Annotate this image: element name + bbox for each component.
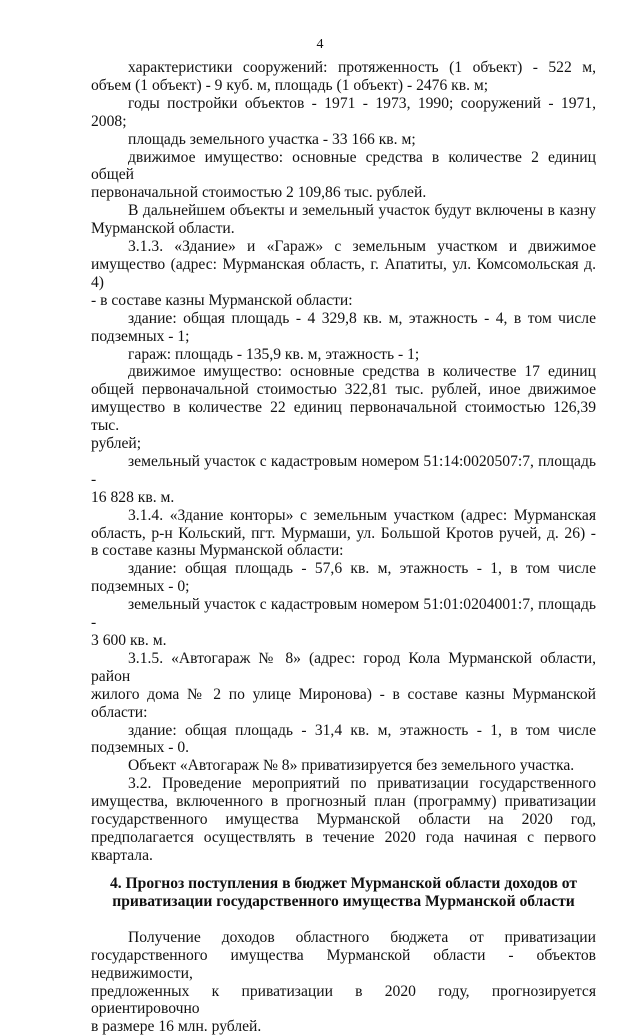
text-line: земельный участок с кадастровым номером 51:01:0204001:7, площадь -	[91, 596, 596, 632]
text-line: Объект «Автогараж № 8» приватизируется без земельного участка.	[128, 757, 575, 775]
text-line: область, р-н Кольский, пгт. Мурмаши, ул. Большой Кротов ручей, д. 26) -	[91, 524, 596, 542]
paragraph	[91, 596, 596, 650]
paragraph	[91, 929, 596, 1036]
text-line: 3.1.5. «Автогараж № 8» (адрес: город Кола Мурманской области, район	[91, 649, 596, 685]
text-line: 3.1.4. «Здание конторы» с земельным участком (адрес: Мурманская	[128, 506, 596, 524]
paragraph	[91, 346, 596, 364]
text-line: в размере 16 млн. рублей.	[91, 1018, 262, 1036]
text-line: характеристики сооружений: протяженность (1 объект) - 522 м,	[128, 59, 596, 76]
text-line: 3.1.3. «Здание» и «Гараж» с земельным участком и движимое	[128, 238, 596, 256]
text-line: площадь земельного участка - 33 166 кв. м;	[128, 130, 416, 148]
paragraph	[91, 363, 596, 453]
paragraph	[91, 650, 596, 722]
section-heading	[91, 875, 596, 911]
text-line: общей первоначальной стоимостью 322,81 тыс. рублей, иное движимое	[91, 381, 596, 399]
text-line: предложенных к приватизации в 2020 году, прогнозируется ориентировочно	[91, 982, 596, 1018]
text-line: подземных - 1;	[91, 327, 190, 345]
paragraph	[91, 149, 596, 203]
paragraph	[91, 757, 596, 775]
text-line: 3.2. Проведение мероприятий по приватизации государственного	[128, 775, 596, 793]
text-line: 3 600 кв. м.	[91, 632, 167, 649]
paragraph	[91, 310, 596, 346]
text-line: имущества, включенного в прогнозный план (программу) приватизации	[91, 793, 596, 811]
text-line: Мурманской области.	[91, 220, 235, 238]
text-line: жилого дома № 2 по улице Миронова) - в составе казны Мурманской	[91, 685, 596, 703]
text-line: области:	[91, 703, 148, 721]
page-number: 4	[316, 37, 324, 52]
spacer	[91, 911, 596, 929]
text-line: движимое имущество: основные средства в количестве 17 единиц	[128, 363, 596, 381]
text-line: здание: общая площадь - 4 329,8 кв. м, этажность - 4, в том числе	[128, 309, 596, 327]
text-line: рублей;	[91, 435, 142, 453]
paragraph	[91, 507, 596, 561]
text-line: в составе казны Мурманской области:	[91, 542, 344, 560]
paragraph	[91, 95, 596, 131]
heading-line: приватизации государственного имущества Мурманской области	[112, 892, 575, 910]
paragraph	[91, 238, 596, 310]
text-line: годы постройки объектов - 1971 - 1973, 1990; сооружений - 1971, 2008;	[91, 94, 596, 130]
text-line: объем (1 объект) - 9 куб. м, площадь (1 объект) - 2476 кв. м;	[91, 76, 489, 94]
text-line: квартала.	[91, 846, 153, 864]
text-line: подземных - 0.	[91, 739, 190, 757]
paragraph	[91, 560, 596, 596]
paragraph	[91, 202, 596, 238]
text-line: государственного имущества Мурманской области - объектов недвижимости,	[91, 946, 596, 982]
text-line: здание: общая площадь - 31,4 кв. м, этажность - 1, в том числе	[128, 721, 596, 739]
text-line: подземных - 0;	[91, 578, 190, 596]
paragraph	[91, 131, 596, 149]
paragraph	[91, 722, 596, 758]
text-line: 16 828 кв. м.	[91, 488, 175, 506]
text-line: В дальнейшем объекты и земельный участок будут включены в казну	[128, 202, 596, 220]
text-line: земельный участок с кадастровым номером 51:14:0020507:7, площадь -	[91, 452, 596, 488]
text-line: предполагается осуществлять в течение 2020 года начиная с первого	[91, 828, 596, 846]
paragraph	[91, 59, 596, 95]
text-line: первоначальной стоимостью 2 109,86 тыс. рублей.	[91, 184, 427, 202]
text-line: имущество (адрес: Мурманская область, г. Апатиты, ул. Комсомольская д. 4)	[91, 255, 596, 291]
text-line: движимое имущество: основные средства в количестве 2 единиц общей	[91, 148, 596, 184]
text-line: здание: общая площадь - 57,6 кв. м, этажность - 1, в том числе	[128, 560, 596, 578]
document-body	[91, 59, 596, 1036]
heading-line: 4. Прогноз поступления в бюджет Мурманской области доходов от	[109, 874, 578, 892]
text-line: Получение доходов областного бюджета от приватизации	[128, 928, 596, 946]
paragraph	[91, 775, 596, 865]
text-line: государственного имущества Мурманской области на 2020 год,	[91, 811, 596, 829]
text-line: имущество в количестве 22 единиц первоначальной стоимостью 126,39 тыс.	[91, 399, 596, 435]
text-line: гараж: площадь - 135,9 кв. м, этажность - 1;	[128, 345, 420, 363]
paragraph	[91, 453, 596, 507]
text-line: - в составе казны Мурманской области:	[91, 291, 353, 309]
